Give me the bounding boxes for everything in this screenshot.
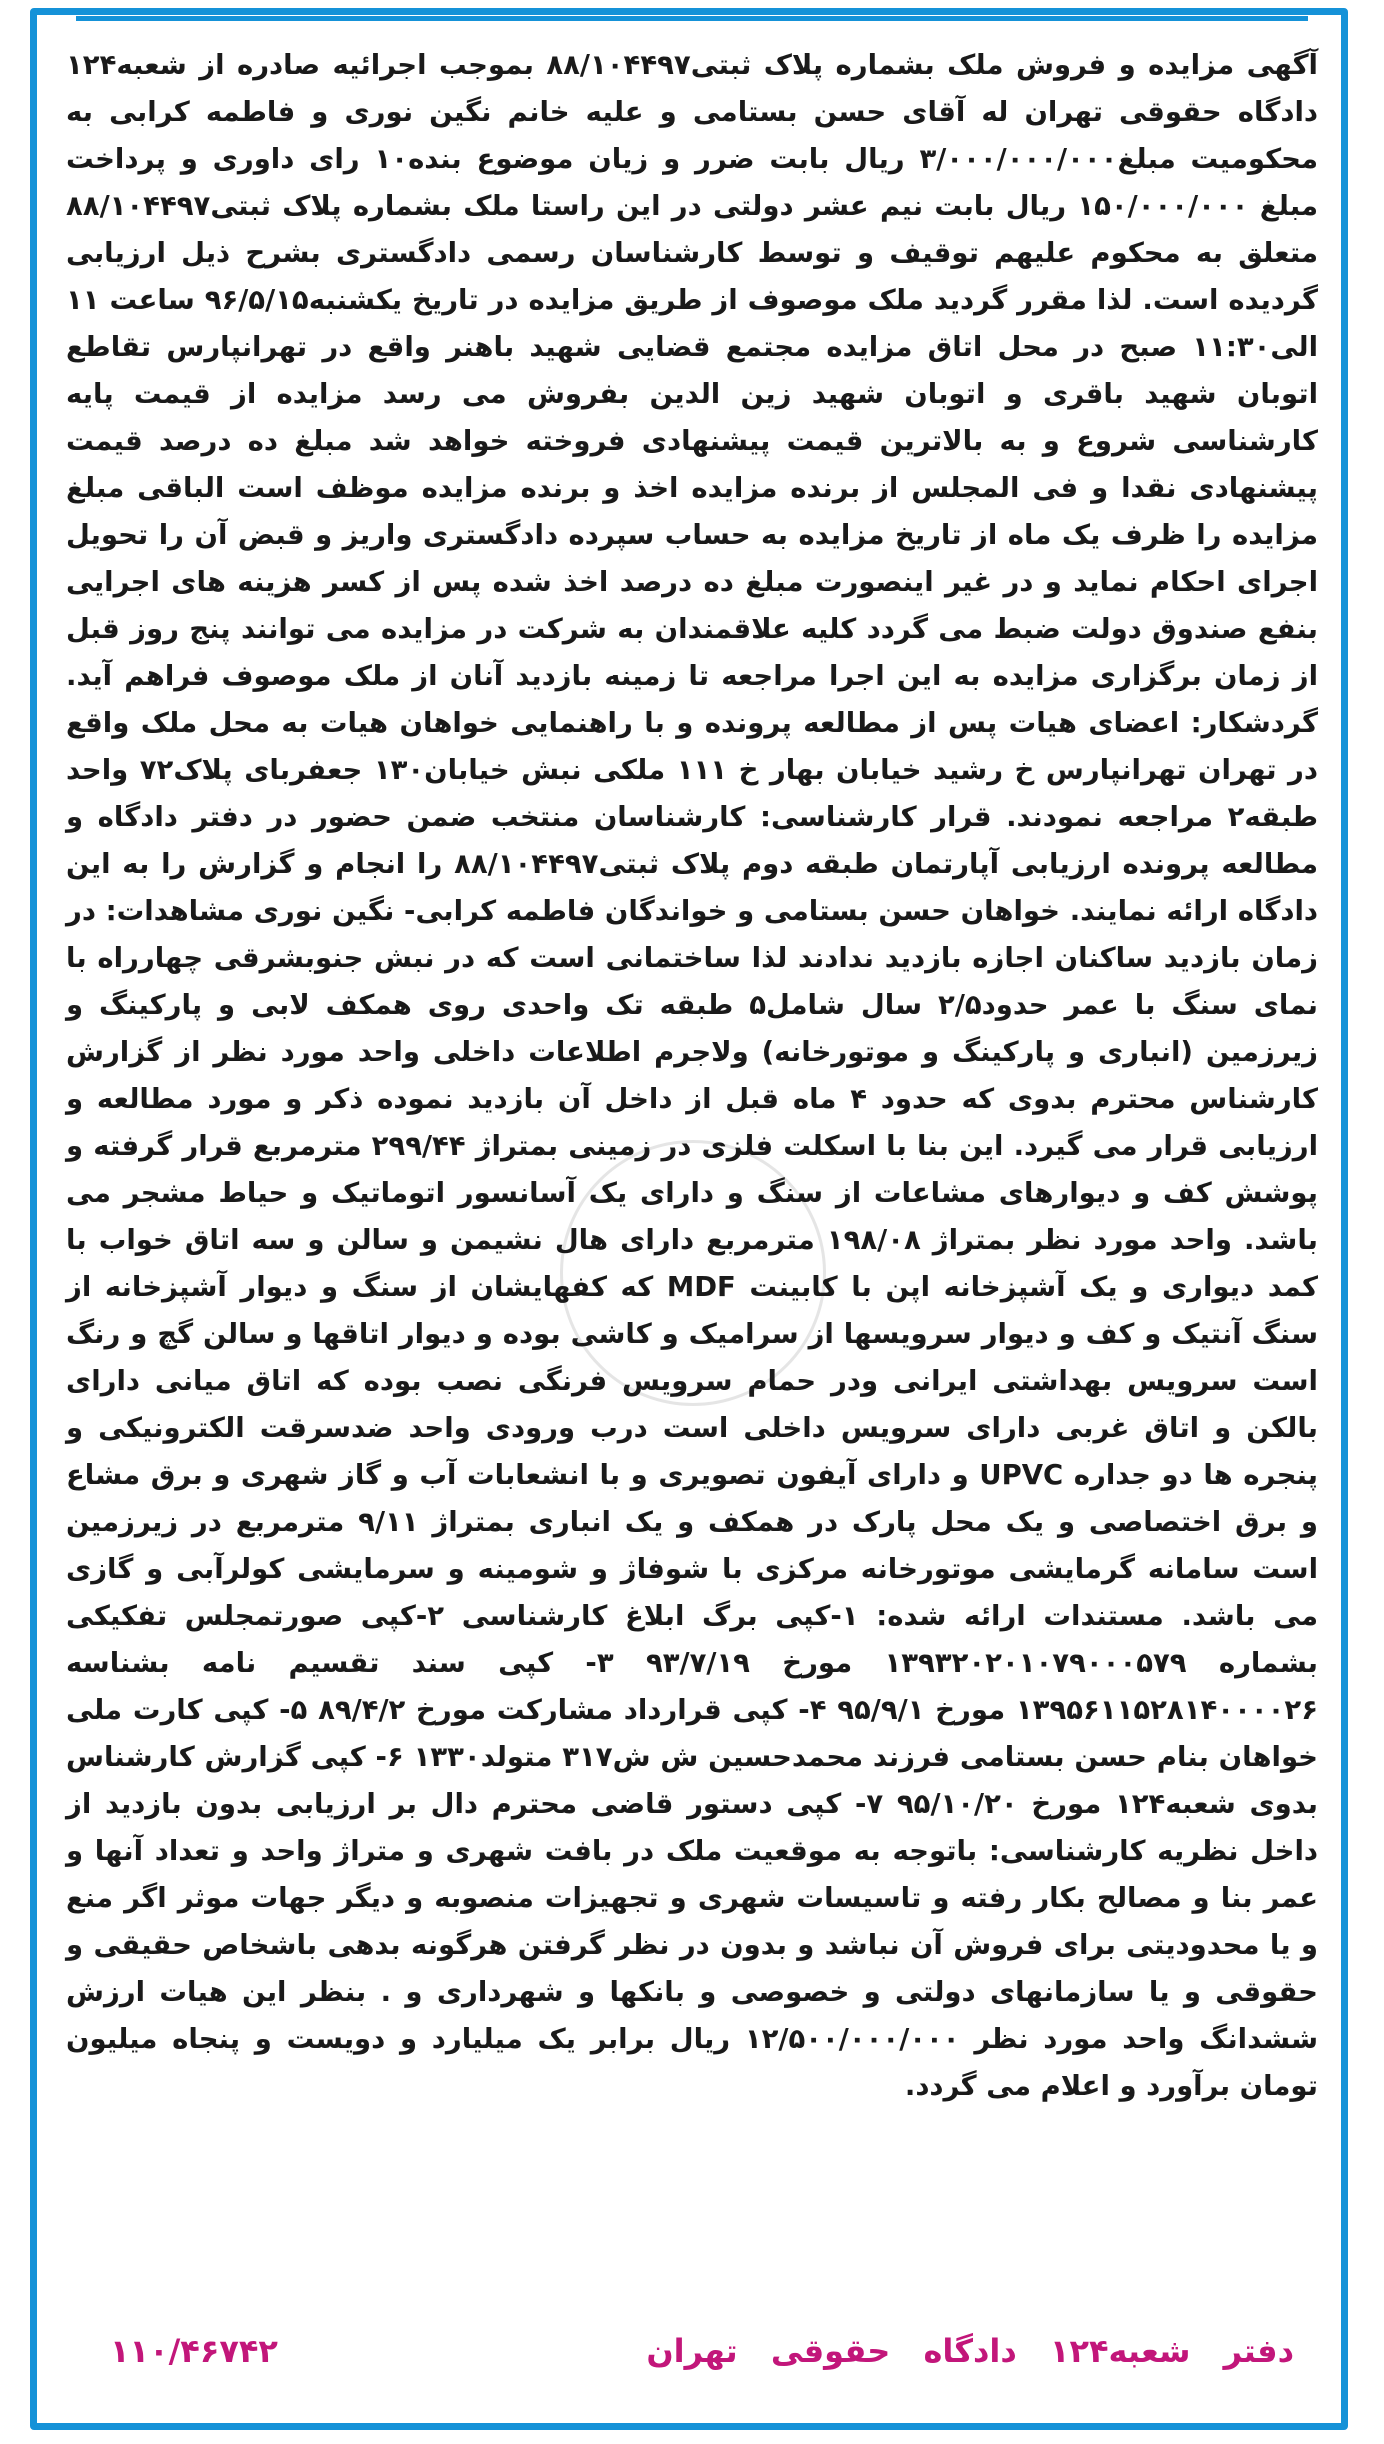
notice-content <box>66 42 1318 2110</box>
notice-footer <box>90 2332 1294 2388</box>
court-office-label: دفتر شعبه۱۲۴ دادگاه حقوقی تهران <box>646 2332 1294 2370</box>
reference-number: ۱۱۰/۴۶۷۴۲ <box>110 2332 278 2370</box>
notice-body-text: آگهی مزایده و فروش ملک بشماره پلاک ثبتی۸۸/۱۰۴۴۹۷ بموجب اجرائیه صادره از شعبه۱۲۴ دادگاه حقوقی تهران له آقای حسن بستامی و علیه خانم نگین نوری و فاطمه کرابی به محکومیت مبلغ۳/۰۰۰/۰۰۰/۰۰۰ ریال بابت ضرر و زیان موضوع بنده۱۰ رای داوری و پرداخت مبلغ ۱۵۰/۰۰۰/۰۰۰ ریال بابت نیم عشر دولتی در این راستا ملک بشماره پلاک ثبتی۸۸/۱۰۴۴۹۷ متعلق به محکوم علیهم توقیف و توسط کارشناسان رسمی دادگستری بشرح ذیل ارزیابی گردیده است. لذا مقرر گردید ملک موصوف از طریق مزایده در تاریخ یکشنبه۹۶/۵/۱۵ ساعت ۱۱ الی۱۱:۳۰ صبح در محل اتاق مزایده مجتمع قضایی شهید باهنر واقع در تهرانپارس تقاطع اتوبان شهید باقری و اتوبان شهید زین الدین بفروش می رسد مزایده از قیمت پایه کارشناسی شروع و به بالاترین قیمت پیشنهادی فروخته خواهد شد مبلغ ده درصد قیمت پیشنهادی نقدا و فی المجلس از برنده مزایده اخذ و برنده مزایده موظف است الباقی مبلغ مزایده را ظرف یک ماه از تاریخ مزایده به حساب سپرده دادگستری واریز و قبض آن را تحویل اجرای احکام نماید و در غیر اینصورت مبلغ ده درصد اخذ شده پس از کسر هزینه های اجرایی بنفع صندوق دولت ضبط می گردد کلیه علاقمندان به شرکت در مزایده می توانند پنج روز قبل از زمان برگزاری مزایده به این اجرا مراجعه تا زمینه بازدید آنان از ملک موصوف فراهم آید. گردشکار: اعضای هیات پس از مطالعه پرونده و با راهنمایی خواهان هیات به محل ملک واقع در تهران تهرانپارس خ رشید خیابان بهار خ ۱۱۱ ملکی نبش خیابان۱۳۰ جعفربای پلاک۷۲ واحد طبقه۲ مراجعه نمودند. قرار کارشناسی: کارشناسان منتخب ضمن حضور در دفتر دادگاه و مطالعه پرونده ارزیابی آپارتمان طبقه دوم پلاک ثبتی۸۸/۱۰۴۴۹۷ را انجام و گزارش را به این دادگاه ارائه نمایند. خواهان حسن بستامی و خواندگان فاطمه کرابی- نگین نوری مشاهدات: در زمان بازدید ساکنان اجازه بازدید ندادند لذا ساختمانی است که در نبش جنوبشرقی چهارراه با نمای سنگ با عمر حدود۲/۵ سال شامل۵ طبقه تک واحدی روی همکف لابی و پارکینگ و زیرزمین (انباری و پارکینگ و موتورخانه) ولاجرم اطلاعات داخلی واحد مورد نظر از گزارش کارشناس محترم بدوی که حدود ۴ ماه قبل از داخل آن بازدید نموده ذکر و مورد مطالعه و ارزیابی قرار می گیرد. این بنا با اسکلت فلزی در زمینی بمتراژ ۲۹۹/۴۴ مترمربع قرار گرفته و پوشش کف و دیوارهای مشاعات از سنگ و دارای یک آسانسور اتوماتیک و حیاط مشجر می باشد. واحد مورد نظر بمتراژ ۱۹۸/۰۸ مترمربع دارای هال نشیمن و سالن و سه اتاق خواب با کمد دیواری و یک آشپزخانه اپن با کابینت MDF که کفهایشان از سنگ و دیوار آشپزخانه از سنگ آنتیک و کف و دیوار سرویسها از سرامیک و کاشی بوده و دیوار اتاقها و سالن گچ و رنگ است سرویس بهداشتی ایرانی ودر حمام سرویس فرنگی نصب بوده که اتاق میانی دارای بالکن و اتاق غربی دارای سرویس داخلی است درب ورودی واحد ضدسرقت الکترونیکی و پنجره ها دو جداره UPVC و دارای آیفون تصویری و با انشعابات آب و گاز شهری و برق مشاع و برق اختصاصی و یک محل پارک در همکف و یک انباری بمتراژ ۹/۱۱ مترمربع در زیرزمین است سامانه گرمایشی موتورخانه مرکزی با شوفاژ و شومینه و سرمایشی کولرآبی و گازی می باشد. مستندات ارائه شده: ۱-کپی برگ ابلاغ کارشناسی ۲-کپی صورتمجلس تفکیکی بشماره ۱۳۹۳۲۰۲۰۱۰۷۹۰۰۰۵۷۹ مورخ ۹۳/۷/۱۹ ۳- کپی سند تقسیم نامه بشناسه ۱۳۹۵۶۱۱۵۲۸۱۴۰۰۰۰۲۶ مورخ ۹۵/۹/۱ ۴- کپی قرارداد مشارکت مورخ ۸۹/۴/۲ ۵- کپی کارت ملی خواهان بنام حسن بستامی فرزند محمدحسین ش ش۳۱۷ متولد۱۳۳۰ ۶- کپی گزارش کارشناس بدوی شعبه۱۲۴ مورخ ۹۵/۱۰/۲۰ ۷- کپی دستور قاضی محترم دال بر ارزیابی بدون بازدید از داخل نظریه کارشناسی: باتوجه به موقعیت ملک در بافت شهری و متراژ واحد و تعداد آنها و عمر بنا و مصالح بکار رفته و تاسیسات شهری و تجهیزات منصوبه و دیگر جهات موثر اگر منع و یا محدودیتی برای فروش آن نباشد و بدون در نظر گرفتن هرگونه بدهی باشخاص حقیقی و حقوقی و یا سازمانهای دولتی و خصوصی و بانکها و شهرداری و . بنظر این هیات ارزش ششدانگ واحد مورد نظر ۱۲/۵۰۰/۰۰۰/۰۰۰ ریال برابر یک میلیارد و دویست و پنجاه میلیون تومان برآورد و اعلام می گردد. <box>66 49 1319 2102</box>
top-rule <box>76 16 1308 21</box>
